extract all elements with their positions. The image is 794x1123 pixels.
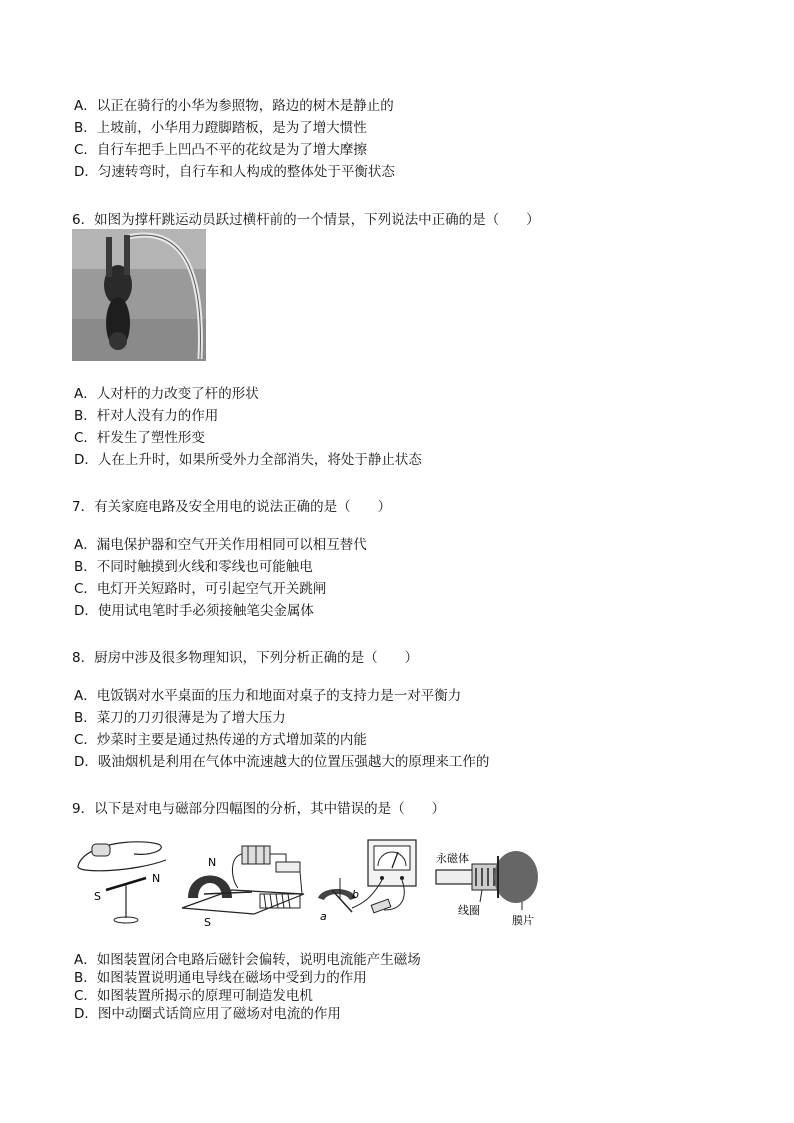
q6-option-c: C．杆发生了塑性形变 bbox=[74, 430, 205, 446]
induction-galvanometer-figure bbox=[312, 838, 430, 930]
q6-option-d: D．人在上升时，如果所受外力全部消失，将处于静止状态 bbox=[74, 452, 422, 468]
q8-option-d: D．吸油烟机是利用在气体中流速越大的位置压强越大的原理来工作的 bbox=[74, 754, 490, 770]
fig4-magnet-label: 永磁体 bbox=[436, 852, 469, 865]
current-in-field-figure bbox=[174, 838, 310, 930]
q8-option-a: A．电饭锅对水平桌面的压力和地面对桌子的支持力是一对平衡力 bbox=[74, 688, 462, 704]
q5-option-a: A．以正在骑行的小华为参照物，路边的树木是静止的 bbox=[74, 98, 394, 114]
fig2-n-label: N bbox=[208, 856, 217, 869]
q9-option-b: B．如图装置说明通电导线在磁场中受到力的作用 bbox=[74, 970, 367, 986]
q6-option-a: A．人对杆的力改变了杆的形状 bbox=[74, 386, 259, 402]
q7-option-d: D．使用试电笔时手必须接触笔尖金属体 bbox=[74, 603, 314, 619]
fig1-s-label: S bbox=[94, 890, 101, 903]
fig4-coil-label: 线圈 bbox=[458, 904, 480, 917]
q5-option-d: D．匀速转弯时，自行车和人构成的整体处于平衡状态 bbox=[74, 164, 395, 180]
q9-option-c: C．如图装置所揭示的原理可制造发电机 bbox=[74, 988, 313, 1004]
fig4-film-label: 膜片 bbox=[512, 914, 534, 927]
fig2-s-label: S bbox=[204, 916, 211, 929]
q6-option-b: B．杆对人没有力的作用 bbox=[74, 408, 219, 424]
fig3-b-label: b bbox=[352, 888, 359, 901]
q8-stem: 8．厨房中涉及很多物理知识，下列分析正确的是（ ） bbox=[72, 650, 419, 666]
fig3-a-label: a bbox=[320, 910, 327, 923]
pole-vault-photo bbox=[72, 229, 206, 361]
q9-option-d: D．图中动圈式话筒应用了磁场对电流的作用 bbox=[74, 1006, 341, 1022]
fig1-n-label: N bbox=[152, 872, 161, 885]
q6-stem: 6．如图为撑杆跳运动员跃过横杆前的一个情景，下列说法中正确的是（ ） bbox=[72, 212, 540, 228]
q7-option-a: A．漏电保护器和空气开关作用相同可以相互替代 bbox=[74, 537, 367, 553]
q5-option-c: C．自行车把手上凹凸不平的花纹是为了增大摩擦 bbox=[74, 142, 367, 158]
q5-option-b: B．上坡前，小华用力蹬脚踏板，是为了增大惯性 bbox=[74, 120, 367, 136]
q7-stem: 7．有关家庭电路及安全用电的说法正确的是（ ） bbox=[72, 499, 392, 515]
q7-option-b: B．不同时触摸到火线和零线也可能触电 bbox=[74, 559, 313, 575]
moving-coil-microphone-figure bbox=[432, 850, 544, 932]
q8-option-c: C．炒菜时主要是通过热传递的方式增加菜的内能 bbox=[74, 732, 367, 748]
oersted-experiment-figure bbox=[74, 838, 170, 930]
q9-option-a: A．如图装置闭合电路后磁针会偏转，说明电流能产生磁场 bbox=[74, 952, 421, 968]
q7-option-c: C．电灯开关短路时，可引起空气开关跳闸 bbox=[74, 581, 327, 597]
q9-stem: 9．以下是对电与磁部分四幅图的分析，其中错误的是（ ） bbox=[72, 801, 446, 817]
q8-option-b: B．菜刀的刀刃很薄是为了增大压力 bbox=[74, 710, 286, 726]
